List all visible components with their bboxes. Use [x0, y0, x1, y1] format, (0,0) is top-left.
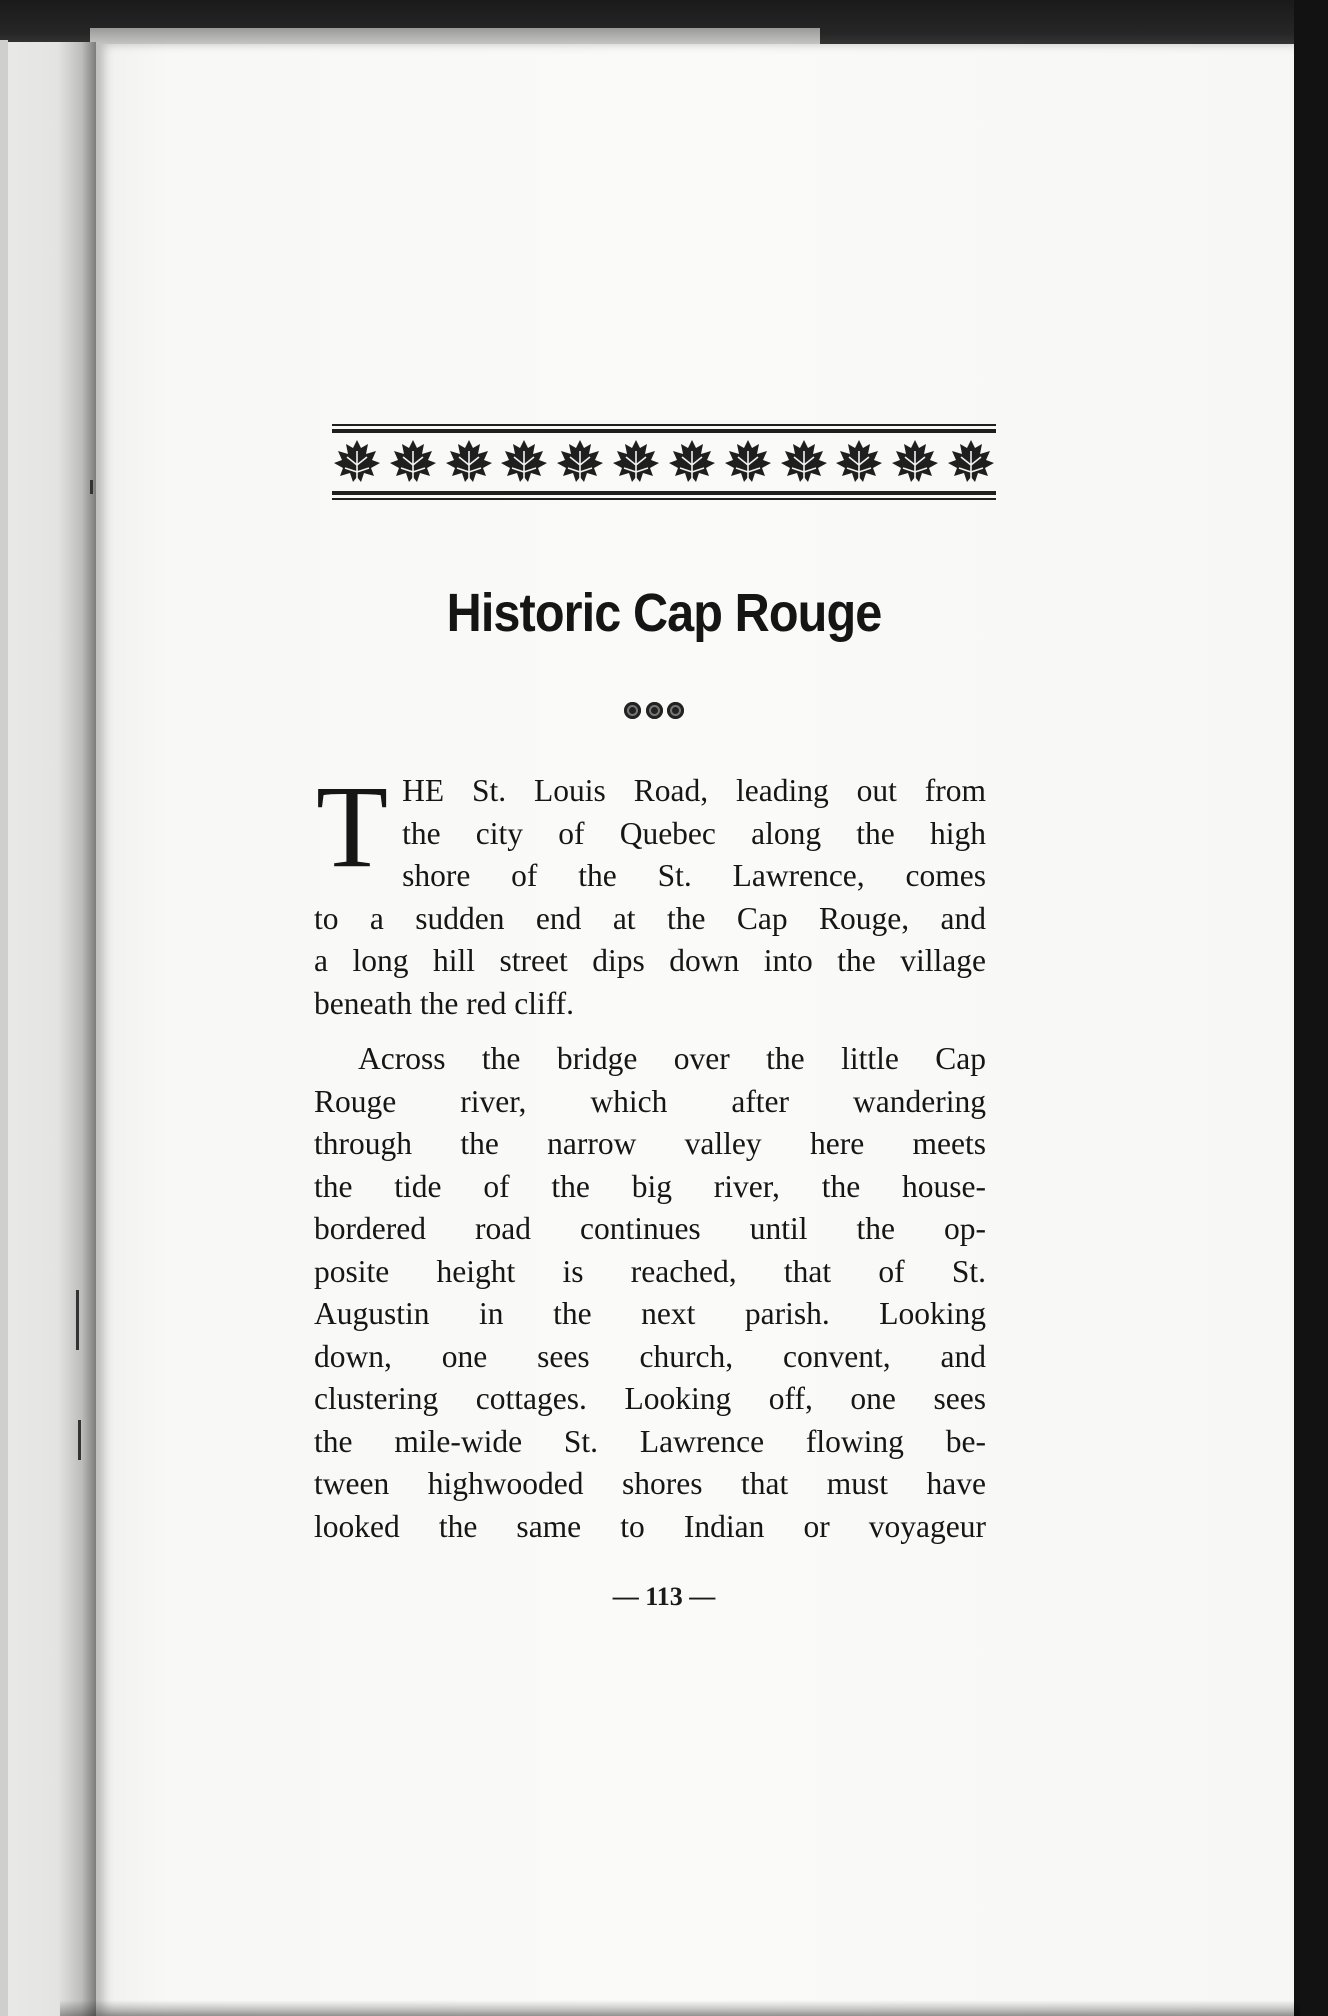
ornament-rule-top — [332, 424, 996, 426]
drop-cap: T — [316, 761, 389, 892]
book-page — [96, 44, 1294, 2016]
text-line: to a sudden end at the Cap Rouge, and — [314, 900, 986, 936]
book-spine-board — [0, 42, 96, 2016]
edge-mark — [78, 1420, 81, 1460]
text-line: Across the bridge over the little Cap — [358, 1041, 986, 1076]
paragraph-2 — [314, 1038, 986, 1548]
ornament-band — [332, 424, 996, 502]
maple-leaf-icon — [611, 437, 661, 487]
text-line: clustering cottages. Looking off, one sees — [314, 1381, 986, 1416]
text-line: the mile-wide St. Lawrence flowing be- — [314, 1423, 986, 1459]
text-line: shore of the St. Lawrence, comes — [402, 858, 986, 893]
text-line: through the narrow valley here meets — [314, 1126, 986, 1161]
maple-leaf-icon — [499, 437, 549, 487]
ornament-rule-bottom — [332, 498, 996, 500]
text-line: a long hill street dips down into the village — [314, 943, 986, 978]
ornament-rule-bottom-thick — [332, 491, 996, 495]
ornament-rule-top-thick — [332, 429, 996, 433]
dot-icon — [624, 702, 641, 719]
edge-mark — [76, 1290, 79, 1350]
dot-icon — [646, 702, 663, 719]
maple-leaf-icon — [667, 437, 717, 487]
text-line: the city of Quebec along the high — [402, 815, 986, 851]
title-ornament-dots — [624, 702, 684, 722]
maple-leaf-icon — [444, 437, 494, 487]
text-line: down, one sees church, convent, and — [314, 1338, 986, 1374]
text-line: beneath the red cliff. — [314, 985, 575, 1021]
maple-leaf-icon — [388, 437, 438, 487]
scan-right-edge — [1294, 0, 1328, 2016]
dot-icon — [667, 702, 684, 719]
edge-mark — [90, 480, 93, 494]
maple-leaf-icon — [834, 437, 884, 487]
text-line: Rouge river, which after wandering — [314, 1083, 986, 1119]
maple-leaf-icon — [332, 437, 382, 487]
text-line: posite height is reached, that of St. — [314, 1253, 986, 1289]
text-line: Augustin in the next parish. Looking — [314, 1296, 986, 1331]
maple-leaf-icon — [779, 437, 829, 487]
maple-leaf-icon — [946, 437, 996, 487]
text-line: HE St. Louis Road, leading out from — [402, 773, 986, 808]
ornament-leaf-row — [332, 434, 996, 490]
text-line: the tide of the big river, the house- — [314, 1168, 986, 1204]
maple-leaf-icon — [555, 437, 605, 487]
book-edge — [0, 40, 8, 2016]
text-line: looked the same to Indian or voyageur — [314, 1508, 986, 1544]
page-title: Historic Cap Rouge — [446, 583, 882, 643]
page-number: — 113 — — [612, 1582, 716, 1611]
paragraph-1 — [314, 761, 986, 1025]
scan-bottom-shadow — [60, 2000, 1300, 2016]
text-line: tween highwooded shores that must have — [314, 1466, 986, 1501]
text-line: bordered road continues until the op- — [314, 1211, 986, 1246]
maple-leaf-icon — [723, 437, 773, 487]
maple-leaf-icon — [890, 437, 940, 487]
